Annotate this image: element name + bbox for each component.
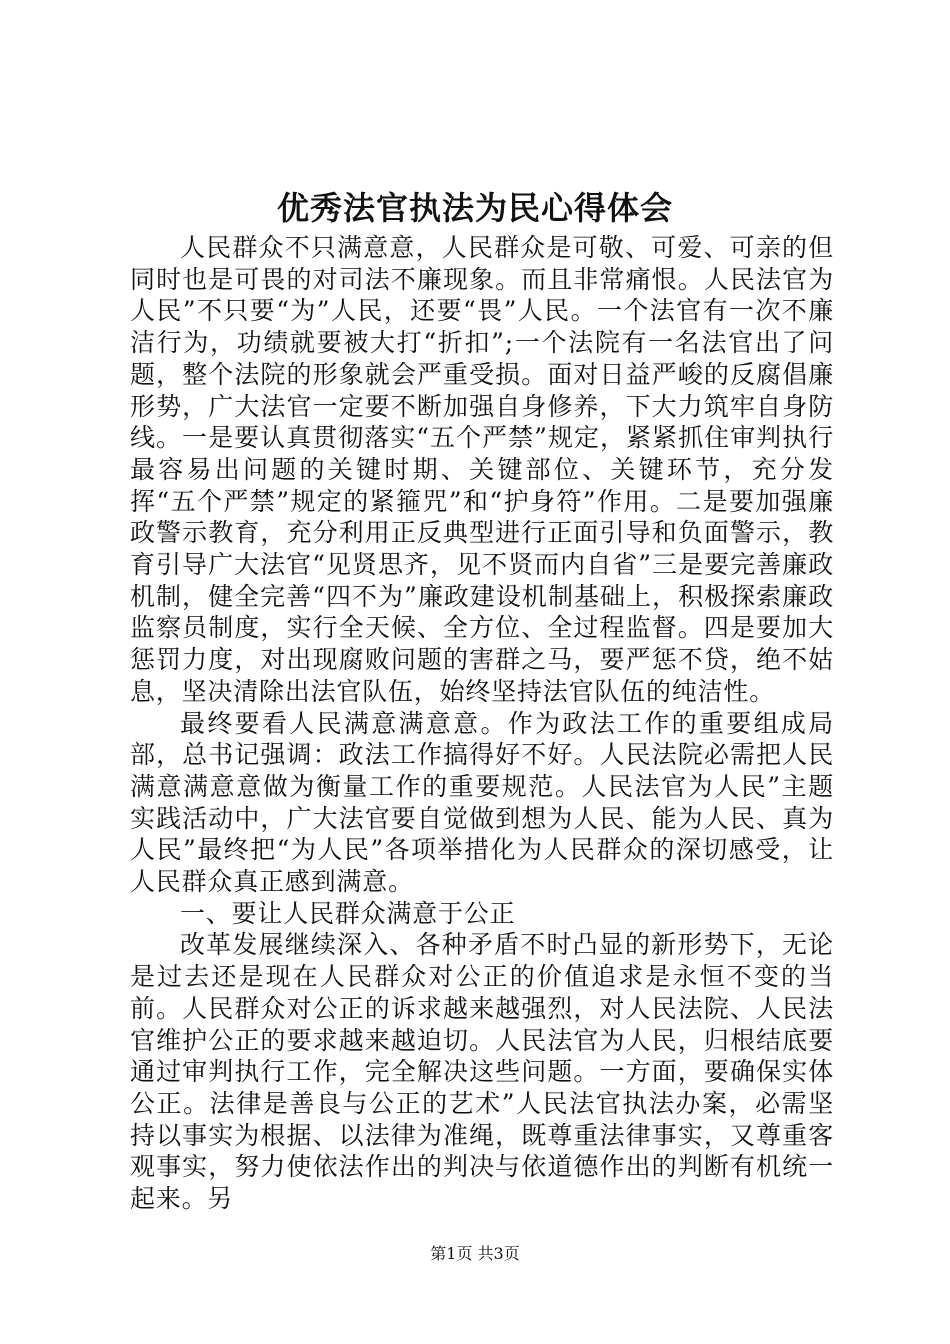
page-footer: 第1页 共3页: [430, 1244, 520, 1263]
document-title: 优秀法官执法为民心得体会: [276, 189, 673, 227]
paragraph-3: 改革发展继续深入、各种矛盾不时凸显的新形势下，无论是过去还是现在人民群众对公正的价值追求是永恒不变的当前。人民群众对公正的诉求越来越强烈，对人民法院、人民法官维护公正的要求越来越迫切。人民法官为人民，归根结底要通过审判执行工作，完全解决这些问题。一方面，要确保实体公正。法律是善良与公正的艺术”人民法官执法办案，必需坚持以事实为根据、以法律为准绳，既尊重法律事实，又尊重客观事实，努力使依法作出的判决与依道德作出的判断有机统一起来。另: [130, 930, 834, 1214]
section-heading: 一、要让人民群众满意于公正: [180, 898, 516, 928]
paragraph-1: 人民群众不只满意意，人民群众是可敬、可爱、可亲的但同时也是可畏的对司法不廉现象。而且非常痛恨。人民法官为人民”不只要“为”人民，还要“畏”人民。一个法官有一次不廉洁行为，功绩就要被大打“折扣”;一个法院有一名法官出了问题，整个法院的形象就会严重受损。面对日益严峻的反腐倡廉形势，广大法官一定要不断加强自身修养，下大力筑牢自身防线。一是要认真贯彻落实“五个严禁”规定，紧紧抓住审判执行最容易出问题的关键时期、关键部位、关键环节，充分发挥“五个严禁”规定的紧箍咒”和“护身符”作用。二是要加强廉政警示教育，充分利用正反典型进行正面引导和负面警示，教育引导广大法官“见贤思齐，见不贤而内自省”三是要完善廉政机制，健全完善“四不为”廉政建设机制基础上，积极探索廉政监察员制度，实行全天候、全方位、全过程监督。四是要加大惩罚力度，对出现腐败问题的害群之马，要严惩不贷，绝不姑息，坚决清除出法官队伍，始终坚持法官队伍的纯洁性。: [130, 233, 834, 706]
document-body: [130, 232, 834, 1215]
paragraph-2: 最终要看人民满意满意意。作为政法工作的重要组成局部，总书记强调：政法工作搞得好不好。人民法院必需把人民满意满意意做为衡量工作的重要规范。人民法官为人民”主题实践活动中，广大法官要自觉做到想为人民、能为人民、真为人民”最终把“为人民”各项举措化为人民群众的深切感受，让人民群众真正感到满意。: [130, 708, 834, 897]
